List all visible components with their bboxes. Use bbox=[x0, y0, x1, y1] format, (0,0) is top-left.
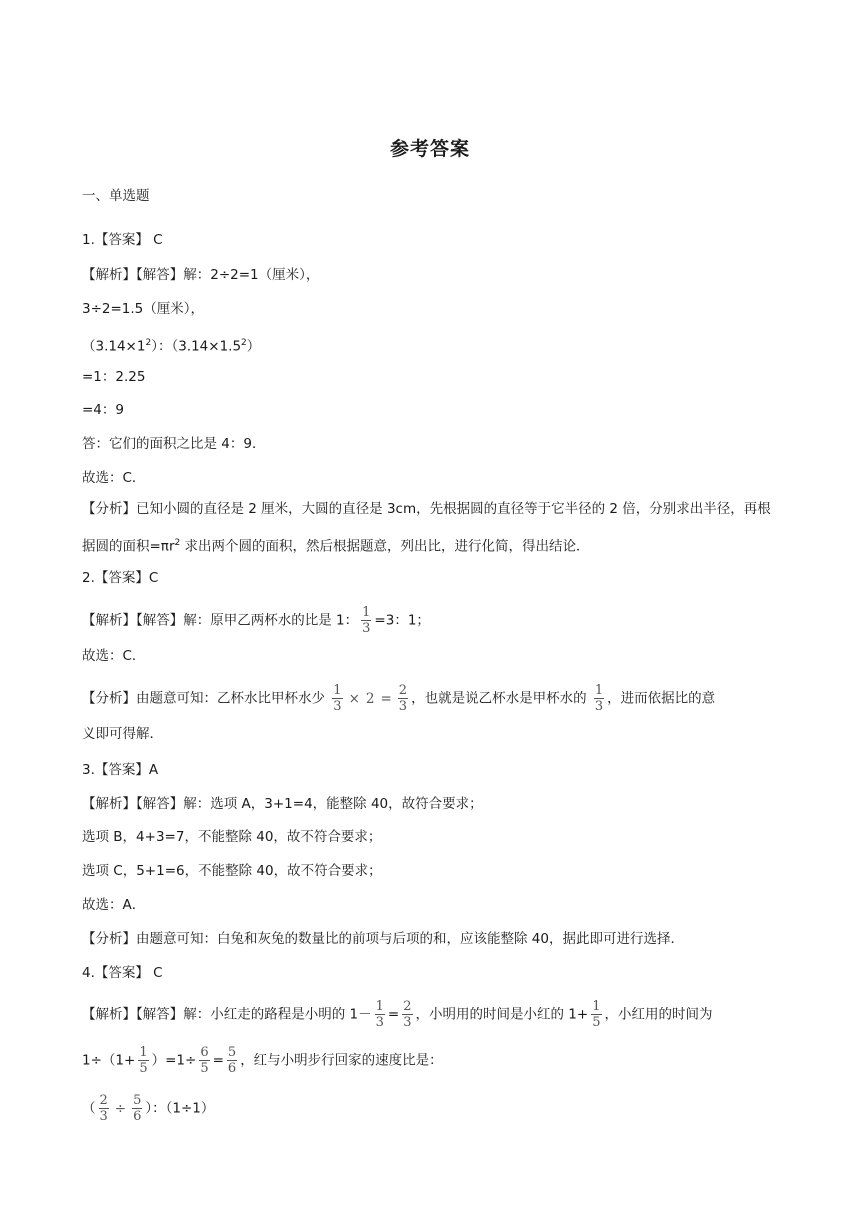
q4-f6-den: 6 bbox=[227, 1061, 237, 1076]
q1-line-5: =4：9 bbox=[82, 402, 124, 418]
q4-answer: 4.【答案】 C bbox=[82, 965, 163, 981]
q4-fraction-7 bbox=[99, 1094, 109, 1123]
q1-line-7: 故选：C． bbox=[82, 470, 146, 486]
q1-l3-part-a: （3.14×1 bbox=[82, 338, 146, 355]
q4-l2-equals: = bbox=[212, 1052, 224, 1069]
q4-l2-part-b: ）=1÷ bbox=[151, 1052, 197, 1069]
q4-l1-part-a: 【解析】【解答】解：小红走的路程是小明的 1－ bbox=[82, 1006, 372, 1023]
q1-analysis-sup: 2 bbox=[174, 538, 181, 548]
q2-fraction-3 bbox=[398, 684, 408, 713]
q4-l2-part-a: 1÷（1+ bbox=[82, 1052, 136, 1069]
q2-analysis-post: ，进而依据比的意 bbox=[607, 690, 716, 707]
page-title: 参考答案 bbox=[389, 138, 470, 160]
q4-f5-num: 6 bbox=[200, 1045, 209, 1060]
q4-l1-equals: = bbox=[387, 1006, 400, 1023]
q4-fraction-4 bbox=[138, 1046, 148, 1075]
q4-l3-part-b: ）：（1÷1） bbox=[145, 1100, 215, 1117]
q1-analysis-a: 【分析】已知小圆的直径是 2 厘米，大圆的直径是 3cm，先根据圆的直径等于它半径的 2 倍，分别求出半径，再根据圆的面积=πr bbox=[82, 501, 771, 555]
q2-line-2: 故选：C． bbox=[82, 648, 146, 664]
q2-equals-sign: = bbox=[380, 690, 392, 707]
q2-fraction-1 bbox=[361, 606, 371, 635]
q2-times-sign: × bbox=[348, 690, 360, 707]
q4-f8-den: 6 bbox=[133, 1109, 142, 1124]
q4-l1-part-c: ，小红用的时间为 bbox=[604, 1006, 713, 1023]
q2-f1-den: 3 bbox=[362, 621, 371, 636]
q1-line-1: 【解析】【解答】解：2÷2=1（厘米）， bbox=[82, 267, 320, 283]
q4-f1-den: 3 bbox=[375, 1015, 384, 1030]
q1-analysis-b: 求出两个圆的面积，然后根据题意，列出比，进行化简，得出结论． bbox=[180, 538, 590, 555]
q4-l2-part-c: ，红与小明步行回家的速度比是： bbox=[240, 1052, 443, 1069]
q2-fraction-4 bbox=[594, 684, 604, 713]
q4-f4-den: 5 bbox=[139, 1061, 148, 1076]
q2-fraction-2 bbox=[332, 684, 342, 713]
q2-line-1 bbox=[82, 606, 430, 635]
q4-f8-num: 5 bbox=[133, 1093, 142, 1108]
q4-f6-num: 5 bbox=[227, 1045, 237, 1060]
q2-f3-den: 3 bbox=[398, 699, 408, 714]
q2-f4-num: 1 bbox=[594, 683, 604, 698]
q2-f4-den: 3 bbox=[594, 699, 604, 714]
q4-f3-den: 5 bbox=[592, 1015, 601, 1030]
q4-f1-num: 1 bbox=[375, 999, 384, 1014]
q4-line-2 bbox=[82, 1046, 443, 1075]
q1-line-2: 3÷2=1.5（厘米）， bbox=[82, 301, 205, 317]
q4-divide-sign: ÷ bbox=[114, 1100, 127, 1117]
q4-line-3 bbox=[82, 1094, 214, 1123]
q4-fraction-8 bbox=[132, 1094, 142, 1123]
q4-f2-den: 3 bbox=[403, 1015, 412, 1030]
q2-f2-den: 3 bbox=[333, 699, 342, 714]
q2-analysis bbox=[82, 684, 715, 713]
q2-analysis-pre: 【分析】由题意可知：乙杯水比甲杯水少 bbox=[82, 690, 325, 707]
q3-answer: 3.【答案】A bbox=[82, 762, 159, 778]
q2-answer: 2.【答案】C bbox=[82, 570, 159, 586]
q1-l3-part-b: ）：（3.14×1.5 bbox=[151, 338, 242, 355]
q3-line-2: 选项 B，4+3=7，不能整除 40，故不符合要求； bbox=[82, 829, 382, 845]
q4-f5-den: 5 bbox=[200, 1061, 209, 1076]
q2-analysis-mid: ，也就是说乙杯水是甲杯水的 bbox=[411, 690, 587, 707]
q4-fraction-6 bbox=[227, 1046, 237, 1075]
q2-f3-num: 2 bbox=[398, 683, 408, 698]
q4-f2-num: 2 bbox=[403, 999, 412, 1014]
q3-line-1: 【解析】【解答】解：选项 A，3+1=4，能整除 40，故符合要求； bbox=[82, 796, 483, 812]
q2-l1-part-a: 【解析】【解答】解：原甲乙两杯水的比是 1： bbox=[82, 612, 359, 629]
q4-fraction-5 bbox=[199, 1046, 209, 1075]
q1-l3-sup-1: 2 bbox=[145, 338, 152, 348]
q4-fraction-2 bbox=[402, 1000, 412, 1029]
q2-two: 2 bbox=[365, 690, 375, 707]
q1-line-3 bbox=[82, 333, 260, 357]
q1-line-6: 答：它们的面积之比是 4：9． bbox=[82, 436, 266, 452]
q4-line-1 bbox=[82, 1000, 713, 1029]
q4-l3-part-a: （ bbox=[82, 1100, 96, 1117]
q1-l3-sup-2: 2 bbox=[241, 338, 247, 348]
q2-analysis-line-2: 义即可得解． bbox=[82, 726, 163, 742]
q4-f7-num: 2 bbox=[99, 1093, 108, 1108]
q1-l3-part-c: ） bbox=[246, 338, 261, 355]
q4-fraction-3 bbox=[591, 1000, 601, 1029]
q1-answer: 1.【答案】 C bbox=[82, 232, 163, 248]
q3-line-3: 选项 C，5+1=6，不能整除 40，故不符合要求； bbox=[82, 863, 382, 879]
q4-f7-den: 3 bbox=[99, 1109, 108, 1124]
q3-analysis: 【分析】由题意可知：白兔和灰兔的数量比的前项与后项的和，应该能整除 40，据此即可进行选择． bbox=[82, 931, 684, 947]
q1-analysis bbox=[82, 492, 782, 564]
q4-f4-num: 1 bbox=[139, 1045, 148, 1060]
q2-f2-num: 1 bbox=[333, 683, 342, 698]
q2-f1-num: 1 bbox=[362, 605, 371, 620]
q4-l1-part-b: ，小明用的时间是小红的 1+ bbox=[415, 1006, 589, 1023]
q4-fraction-1 bbox=[375, 1000, 385, 1029]
section-heading: 一、单选题 bbox=[82, 188, 150, 204]
q3-line-4: 故选：A． bbox=[82, 897, 146, 913]
q4-f3-num: 1 bbox=[592, 999, 601, 1014]
q2-l1-part-b: =3：1； bbox=[374, 612, 430, 629]
q1-line-4: =1：2.25 bbox=[82, 369, 146, 385]
